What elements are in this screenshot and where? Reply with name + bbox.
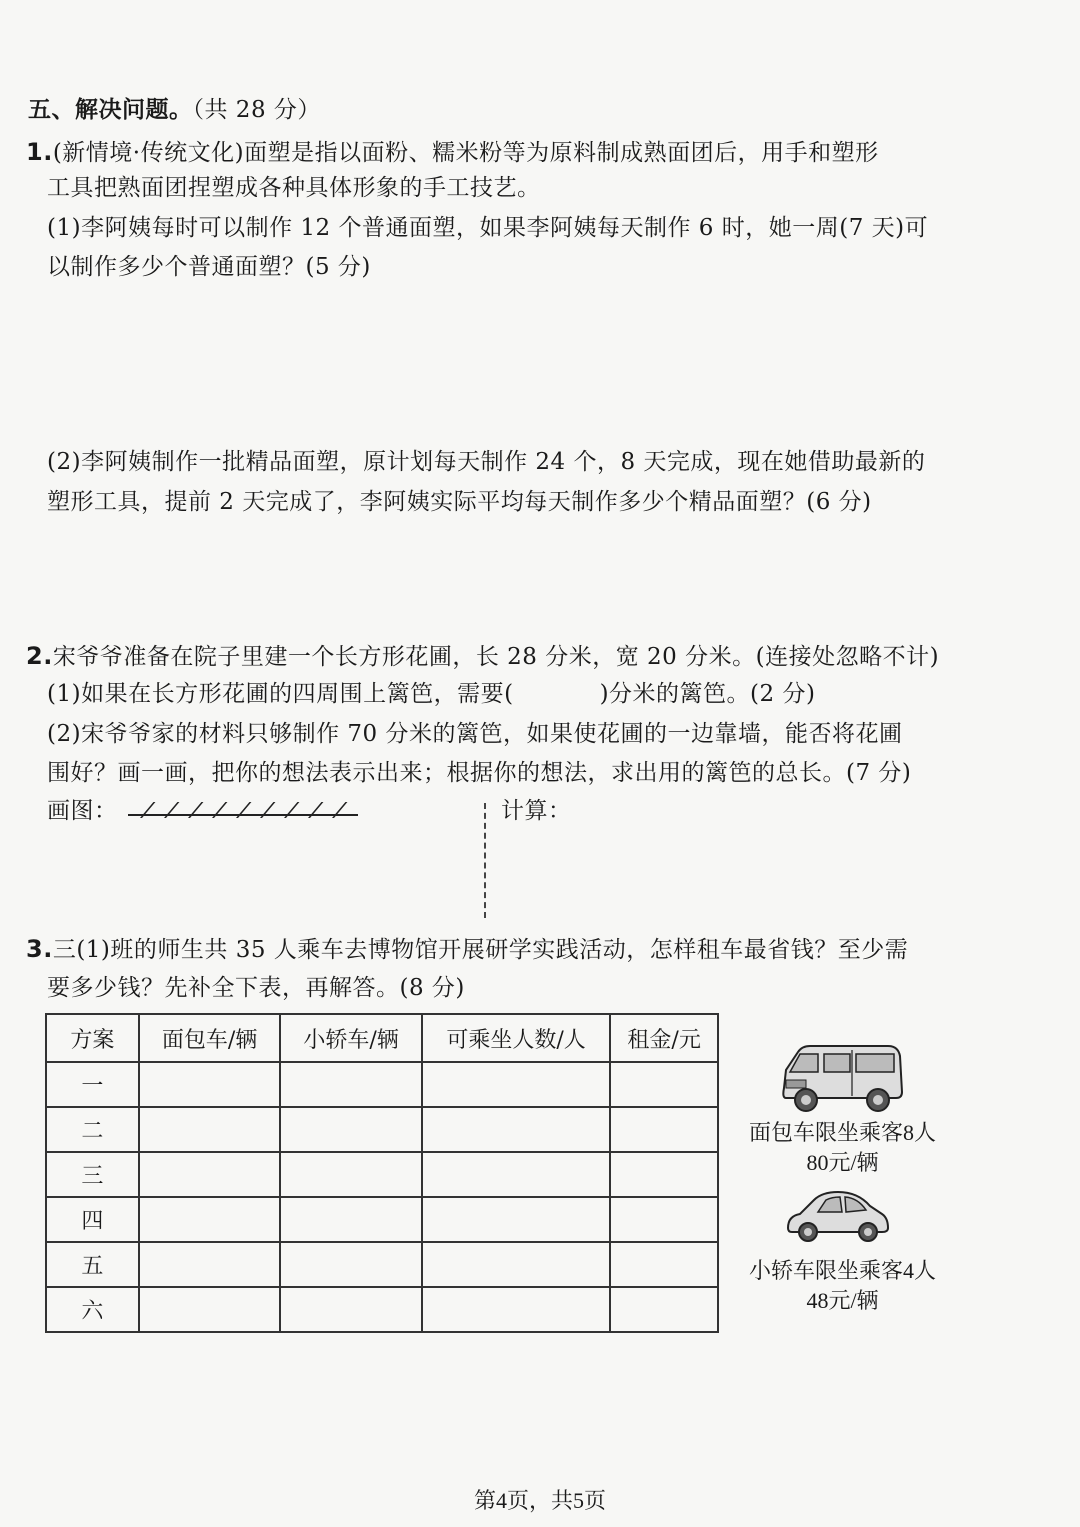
q3-line1 (26, 933, 908, 966)
car-info (740, 1256, 945, 1316)
q1-intro-line2: 工具把熟面团捏塑成各种具体形象的手工技艺。 (47, 175, 541, 201)
table-cell[interactable] (139, 1152, 281, 1197)
table-cell[interactable] (139, 1062, 281, 1107)
section-heading (28, 94, 321, 126)
van-icon (776, 1040, 906, 1118)
table-cell[interactable] (139, 1107, 281, 1152)
table-cell[interactable] (422, 1287, 610, 1332)
car-icon (782, 1188, 892, 1246)
table-header-row (46, 1014, 718, 1062)
plan-label: 四 (46, 1197, 139, 1242)
table-cell[interactable] (139, 1197, 281, 1242)
q2-number: 2. (26, 642, 53, 670)
table-cell[interactable] (280, 1062, 422, 1107)
q3-line2: 要多少钱？先补全下表，再解答。(8 分) (47, 975, 465, 1001)
q2-part1-before: (1)如果在长方形花圃的四周围上篱笆，需要( (47, 681, 514, 707)
q1-part2-line2: 塑形工具，提前 2 天完成了，李阿姨实际平均每天制作多少个精品面塑？(6 分) (47, 489, 872, 515)
table-cell[interactable] (422, 1107, 610, 1152)
q2-calc-label: 计算： (501, 798, 572, 824)
q1-number: 1. (26, 138, 53, 166)
plan-label: 一 (46, 1062, 139, 1107)
table-header: 可乘坐人数/人 (422, 1014, 610, 1062)
table-row (46, 1062, 718, 1107)
table-cell[interactable] (422, 1242, 610, 1287)
q2-part2-line2: 围好？画一画，把你的想法表示出来；根据你的想法，求出用的篱笆的总长。(7 分) (47, 760, 912, 786)
table-header: 小轿车/辆 (280, 1014, 422, 1062)
q3-number: 3. (26, 935, 53, 963)
table-header: 方案 (46, 1014, 139, 1062)
q2-intro-text: 宋爷爷准备在院子里建一个长方形花圃，长 28 分米，宽 20 分米。(连接处忽略不计) (52, 644, 940, 670)
q1-intro-text1: (新情境·传统文化)面塑是指以面粉、糯米粉等为原料制成熟面团后，用手和塑形 (52, 140, 879, 166)
plan-label: 五 (46, 1242, 139, 1287)
table-cell[interactable] (610, 1107, 718, 1152)
plan-label: 六 (46, 1287, 139, 1332)
table-cell[interactable] (139, 1242, 281, 1287)
table-row (46, 1107, 718, 1152)
q1-intro-line1 (26, 136, 879, 169)
q2-part1-line (47, 678, 815, 710)
table-cell[interactable] (610, 1242, 718, 1287)
table-header: 租金/元 (610, 1014, 718, 1062)
van-price: 80元/辆 (806, 1150, 879, 1175)
table-row (46, 1152, 718, 1197)
page-number: 第4页，共5页 (473, 1488, 606, 1513)
q1-part2-line1: (2)李阿姨制作一批精品面塑，原计划每天制作 24 个，8 天完成，现在她借助最新的 (47, 449, 926, 475)
table-cell[interactable] (280, 1242, 422, 1287)
rental-plan-table (45, 1013, 719, 1333)
section-title: 五、解决问题。 (28, 97, 193, 123)
table-row (46, 1287, 718, 1332)
plan-label: 三 (46, 1152, 139, 1197)
car-price: 48元/辆 (806, 1288, 879, 1313)
q2-part2-line1: (2)宋爷爷家的材料只够制作 70 分米的篱笆，如果使花圃的一边靠墙，能否将花圃 (47, 721, 903, 747)
section-score: （共 28 分） (192, 97, 321, 123)
table-cell[interactable] (139, 1287, 281, 1332)
q2-intro-line (26, 640, 939, 673)
q2-draw-label: 画图： (47, 798, 118, 824)
van-info (740, 1118, 945, 1178)
table-cell[interactable] (610, 1197, 718, 1242)
car-limit: 小轿车限坐乘客4人 (748, 1258, 936, 1283)
table-cell[interactable] (280, 1152, 422, 1197)
table-cell[interactable] (610, 1152, 718, 1197)
table-cell[interactable] (422, 1197, 610, 1242)
table-cell[interactable] (610, 1287, 718, 1332)
dashed-divider (484, 803, 486, 918)
table-cell[interactable] (422, 1152, 610, 1197)
table-cell[interactable] (280, 1197, 422, 1242)
table-cell[interactable] (280, 1287, 422, 1332)
q2-part1-after: )分米的篱笆。(2 分) (599, 681, 816, 707)
q1-part1-line2: 以制作多少个普通面塑？(5 分) (47, 254, 371, 280)
table-header: 面包车/辆 (139, 1014, 281, 1062)
plan-label: 二 (46, 1107, 139, 1152)
q3-text1: 三(1)班的师生共 35 人乘车去博物馆开展研学实践活动，怎样租车最省钱？至少需 (52, 937, 909, 963)
table-row (46, 1242, 718, 1287)
q1-part1-line1: (1)李阿姨每时可以制作 12 个普通面塑，如果李阿姨每天制作 6 时，她一周(7 天)可 (47, 215, 929, 241)
table-cell[interactable] (610, 1062, 718, 1107)
table-row (46, 1197, 718, 1242)
table-cell[interactable] (422, 1062, 610, 1107)
van-limit: 面包车限坐乘客8人 (748, 1120, 936, 1145)
table-cell[interactable] (280, 1107, 422, 1152)
